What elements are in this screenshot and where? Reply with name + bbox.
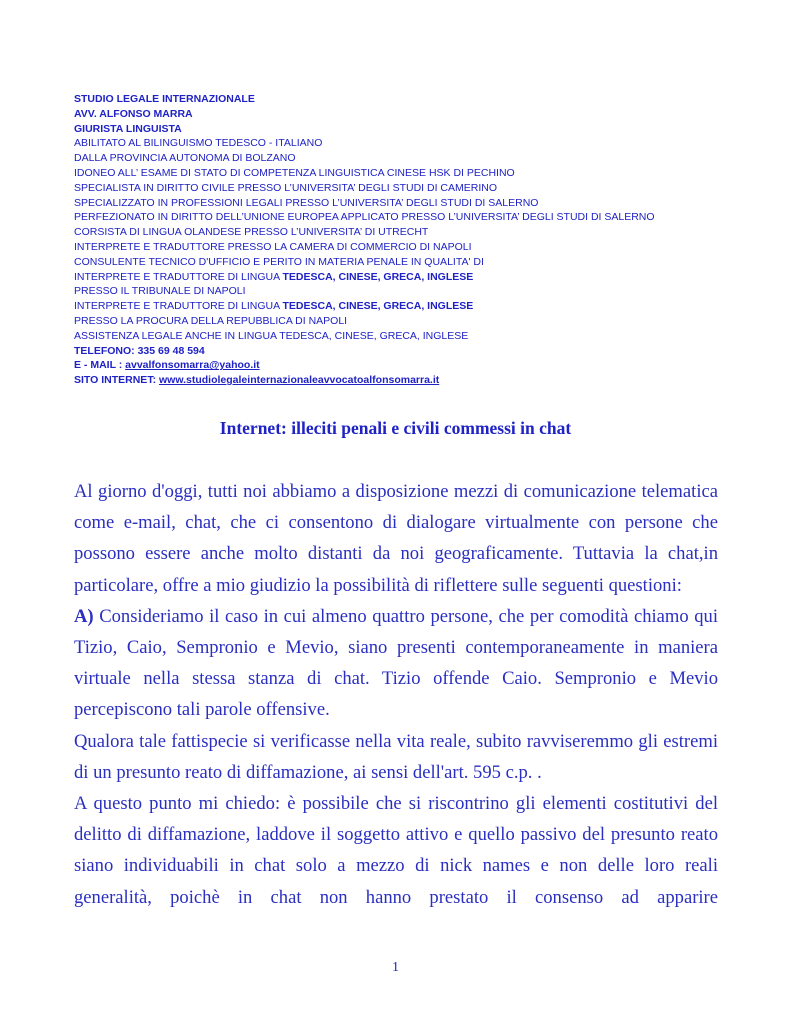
interpreter-line: INTERPRETE E TRADUTTORE DI LINGUA TEDESCA, CINESE, GRECA, INGLESE xyxy=(74,270,474,283)
page-number: 1 xyxy=(392,960,399,975)
lawyer-role: GIURISTA LINGUISTA xyxy=(74,122,182,135)
credential-line: PRESSO IL TRIBUNALE DI NAPOLI xyxy=(74,285,246,298)
paragraph: Qualora tale fattispecie si verificasse nella vita reale, subito ravviseremmo gli estremi di un presunto reato di diffamazione, ai sensi dell'art. 595 c.p. . xyxy=(74,730,718,783)
email-link[interactable]: avvalfonsomarra@yahoo.it xyxy=(125,359,260,372)
studio-name: STUDIO LEGALE INTERNAZIONALE xyxy=(74,93,255,105)
credential-line: ASSISTENZA LEGALE ANCHE IN LINGUA TEDESCA, CINESE, GRECA, INGLESE xyxy=(74,329,469,342)
email-line: E - MAIL : avvalfonsomarra@yahoo.it xyxy=(74,359,260,372)
credential-line: SPECIALIZZATO IN PROFESSIONI LEGALI PRESSO L’UNIVERSITA’ DEGLI STUDI DI SALERNO xyxy=(74,196,539,209)
credential-line: DALLA PROVINCIA AUTONOMA DI BOLZANO xyxy=(74,152,296,165)
document-title: Internet: illeciti penali e civili commessi in chat xyxy=(219,418,572,438)
credential-line: CONSULENTE TECNICO D'UFFICIO E PERITO IN MATERIA PENALE IN QUALITA' DI xyxy=(74,255,484,268)
credential-line: IDONEO ALL’ ESAME DI STATO DI COMPETENZA LINGUISTICA CINESE HSK DI PECHINO xyxy=(74,166,515,179)
paragraph: Al giorno d'oggi, tutti noi abbiamo a disposizione mezzi di comunicazione telematica come e-mail, chat, che ci consentono di dialogare virtualmente con persone che possono essere anche molto distanti da noi geograficamente. Tuttavia la chat,in particolare, offre a mio giudizio la possibilità di riflettere sulle seguenti questioni: xyxy=(74,481,718,596)
paragraph: A questo punto mi chiedo: è possibile che si riscontrino gli elementi costitutivi del delitto di diffamazione, laddove il soggetto attivo e quello passivo del presunto reato siano individuabili in chat solo a mezzo di nick names e non delle loro reali generalità, poichè in chat non hanno prestato il consenso ad apparire xyxy=(74,793,718,908)
paragraph: A) Consideriamo il caso in cui almeno quattro persone, che per comodità chiamo qui Tizio, Caio, Sempronio e Mevio, siano presenti contemporaneamente in maniera virtuale nella stessa stanza di chat. Tizio offende Caio. Sempronio e Mevio percepiscono tali parole offensive. xyxy=(74,605,718,721)
credential-line: PERFEZIONATO IN DIRITTO DELL’UNIONE EUROPEA APPLICATO PRESSO L’UNIVERSITA’ DEGLI STUDI DI SALERNO xyxy=(74,211,655,224)
credential-line: PRESSO LA PROCURA DELLA REPUBBLICA DI NAPOLI xyxy=(74,314,348,327)
credential-line: SPECIALISTA IN DIRITTO CIVILE PRESSO L’UNIVERSITA’ DEGLI STUDI DI CAMERINO xyxy=(74,181,498,194)
credential-line: INTERPRETE E TRADUTTORE PRESSO LA CAMERA DI COMMERCIO DI NAPOLI xyxy=(74,240,472,253)
website-line: SITO INTERNET: www.studiolegaleinternazionaleavvocatoalfonsomarra.it xyxy=(74,374,440,387)
lawyer-name: AVV. ALFONSO MARRA xyxy=(74,107,193,120)
interpreter-line: INTERPRETE E TRADUTTORE DI LINGUA TEDESCA, CINESE, GRECA, INGLESE xyxy=(74,300,474,313)
letterhead xyxy=(74,92,734,388)
credential-line: CORSISTA DI LINGUA OLANDESE PRESSO L’UNIVERSITA’ DI UTRECHT xyxy=(74,226,429,239)
website-link[interactable]: www.studiolegaleinternazionaleavvocatoalfonsomarra.it xyxy=(158,374,440,387)
credential-line: ABILITATO AL BILINGUISMO TEDESCO - ITALIANO xyxy=(74,137,323,150)
section-label: A) xyxy=(74,605,94,627)
phone-line: TELEFONO: 335 69 48 594 xyxy=(74,344,205,357)
document-body xyxy=(74,476,718,913)
